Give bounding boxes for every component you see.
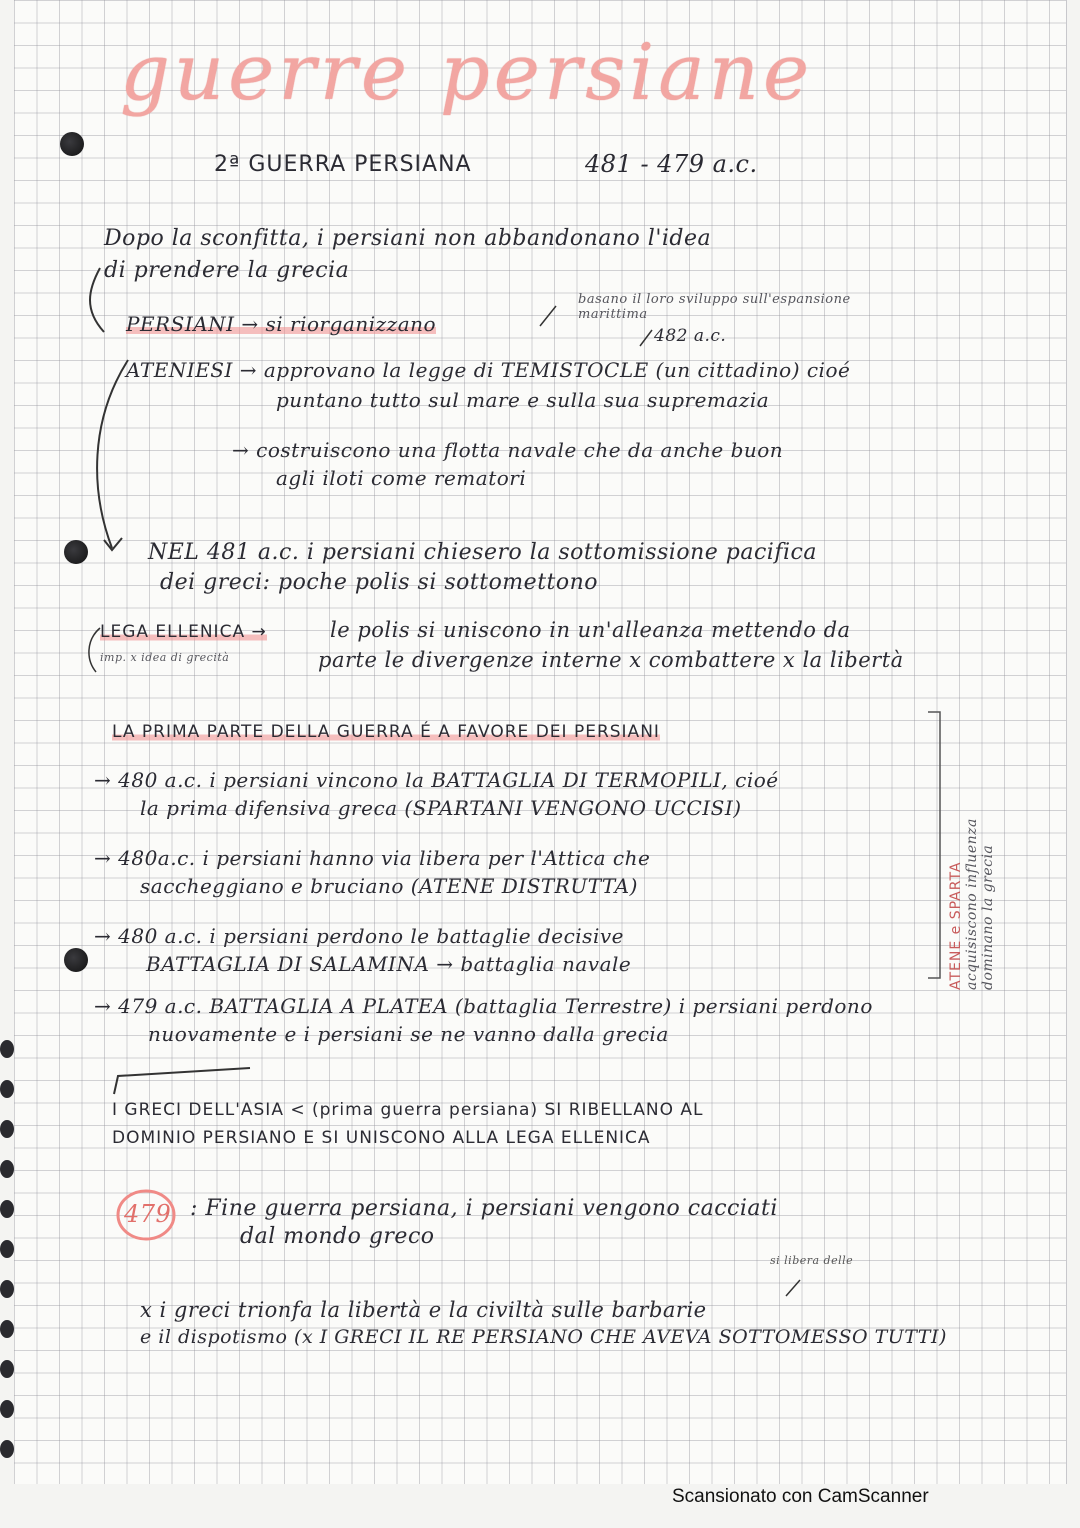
side-note xyxy=(948,720,996,990)
conclusion-line: e il dispotismo (x I GRECI IL RE PERSIANO CHE AVEVA SOTTOMESSO TUTTI) xyxy=(140,1326,947,1348)
event-line: nuovamente e i persiani se ne vanno dalla grecia xyxy=(148,1022,669,1046)
fine-text: : Fine guerra persiana, i persiani vengono cacciati xyxy=(190,1196,778,1221)
lega-note: imp. x idea di grecità xyxy=(100,651,230,664)
scanner-watermark: Scansionato con CamScanner xyxy=(672,1486,929,1507)
section-heading: 2ª GUERRA PERSIANA xyxy=(214,152,472,177)
conclusion-line: x i greci trionfa la libertà e la civiltà sulle barbarie xyxy=(140,1298,707,1322)
event-line: → 480a.c. i persiani hanno via libera per l'Attica che xyxy=(94,846,651,870)
greci-asia-line: I GRECI DELL'ASIA < (prima guerra persiana) SI RIBELLANO AL xyxy=(112,1100,704,1120)
fine-text: dal mondo greco xyxy=(240,1224,435,1249)
greci-asia-line: DOMINIO PERSIANO E SI UNISCONO ALLA LEGA ELLENICA xyxy=(112,1128,651,1148)
persiani-note: basano il loro sviluppo sull'espansione marittima xyxy=(578,292,851,322)
event-line: la prima difensiva greca (SPARTANI VENGONO UCCISI) xyxy=(140,796,742,820)
nel481-line: NEL 481 a.c. i persiani chiesero la sottomissione pacifica xyxy=(148,540,817,565)
ateniesi-line: puntano tutto sul mare e sulla sua supremazia xyxy=(276,388,770,412)
lega-text: le polis si uniscono in un'alleanza mettendo da xyxy=(330,618,851,642)
side-note-line: dominano la grecia xyxy=(980,844,996,990)
prima-parte xyxy=(112,722,660,742)
ateniesi-line: ATENIESI → approvano la legge di TEMISTOCLE (un cittadino) cioé xyxy=(126,358,851,382)
event-line: → 480 a.c. i persiani vincono la BATTAGLIA DI TERMOPILI, cioé xyxy=(94,768,779,792)
lega-label: LEGA ELLENICA → xyxy=(100,622,267,642)
event-line: BATTAGLIA DI SALAMINA → battaglia navale xyxy=(146,952,632,976)
intro-line: Dopo la sconfitta, i persiani non abbandonano l'idea xyxy=(104,226,712,251)
flotta-line: agli iloti come rematori xyxy=(276,466,527,490)
nel481-line: dei greci: poche polis si sottomettono xyxy=(160,570,599,595)
persiani-text: PERSIANI → si riorganizzano xyxy=(126,312,437,336)
lega-text: parte le divergenze interne x combattere x la libertà xyxy=(318,648,904,672)
section-dates: 481 - 479 a.c. xyxy=(585,150,758,178)
event-line: → 480 a.c. i persiani perdono le battaglie decisive xyxy=(94,924,624,948)
fine-year: 479 xyxy=(124,1200,172,1228)
intro-line: di prendere la grecia xyxy=(104,258,350,283)
side-note-line: ATENE e SPARTA xyxy=(948,861,964,990)
page-title: guerre persiane xyxy=(120,28,814,118)
side-note-line: acquisiscono influenza xyxy=(964,818,980,990)
year-482: 482 a.c. xyxy=(654,326,727,346)
event-line: saccheggiano e bruciano (ATENE DISTRUTTA) xyxy=(140,874,638,898)
libera-note: si libera delle xyxy=(770,1254,854,1267)
event-line: → 479 a.c. BATTAGLIA A PLATEA (battaglia Terrestre) i persiani perdono xyxy=(94,994,873,1018)
prima-parte-text: LA PRIMA PARTE DELLA GUERRA É A FAVORE DEI PERSIANI xyxy=(112,722,660,742)
persiani-line xyxy=(126,312,436,336)
flotta-line: → costruiscono una flotta navale che da anche buon xyxy=(232,438,784,462)
